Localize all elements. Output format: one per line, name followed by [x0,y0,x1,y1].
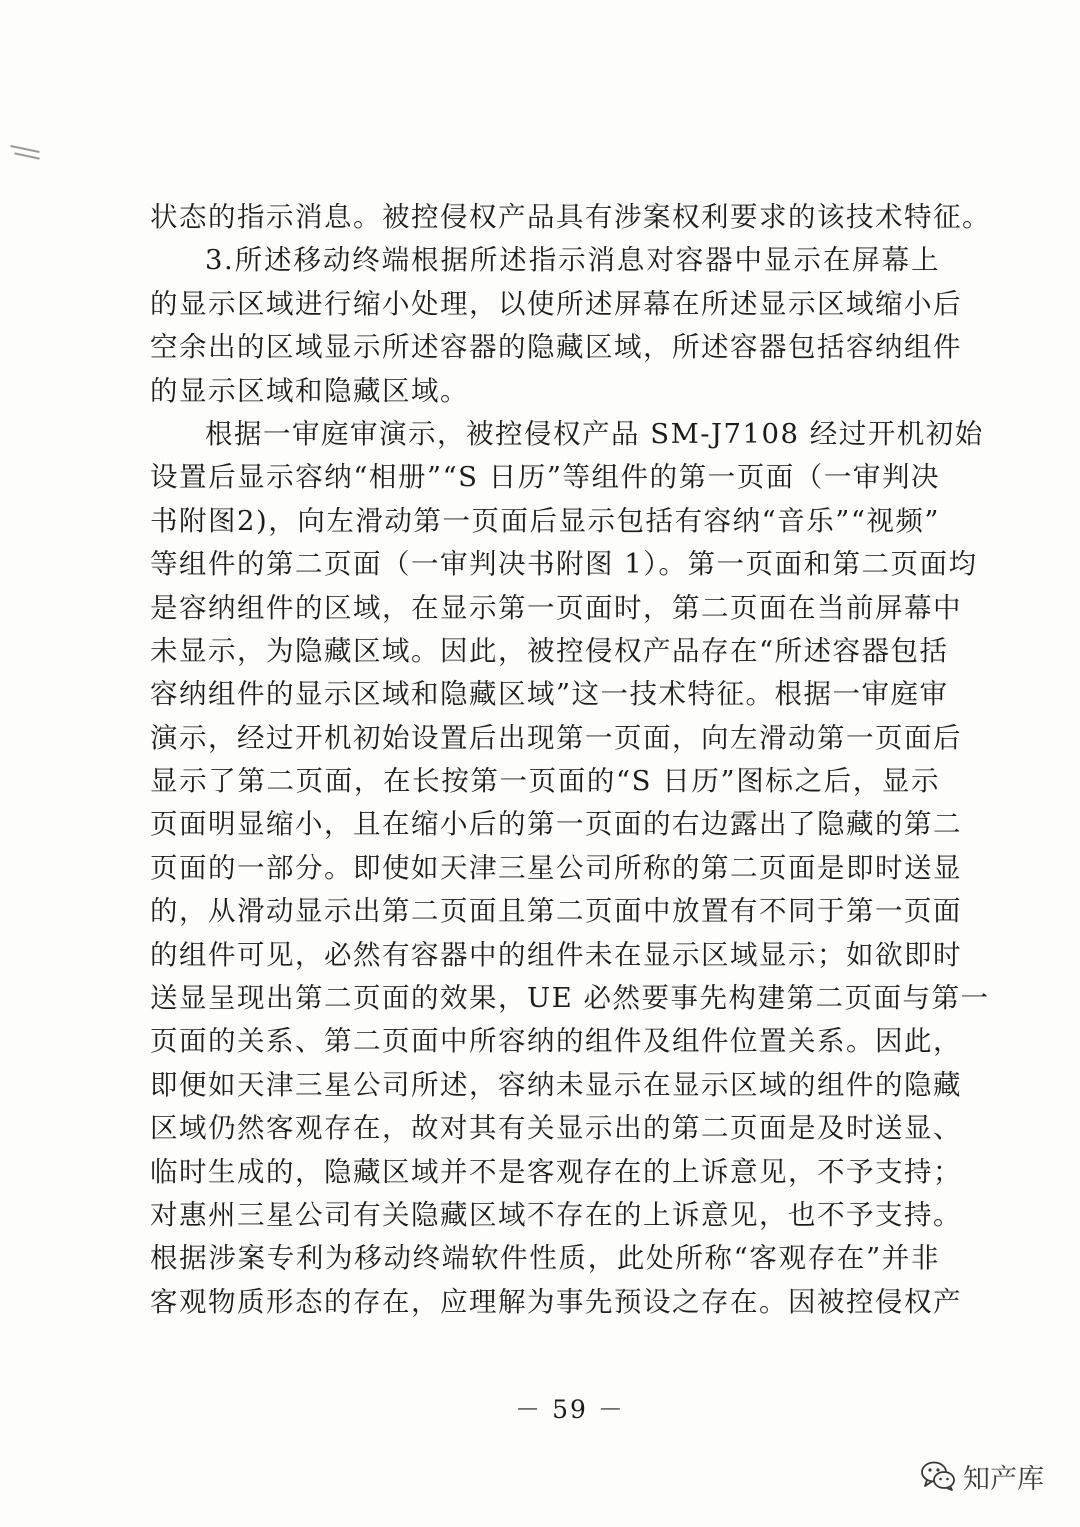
watermark [921,1456,1044,1496]
text-line: 页面明显缩小，且在缩小后的第一页面的右边露出了隐藏的第二 [150,808,962,841]
text-line: 的组件可见，必然有容器中的组件未在显示区域显示；如欲即时 [150,938,962,971]
text-line: 临时生成的，隐藏区域并不是客观存在的上诉意见，不予支持； [150,1155,962,1188]
wechat-icon [921,1461,955,1491]
text-line: 送显呈现出第二页面的效果，UE 必然要事先构建第二页面与第一 [150,982,990,1015]
page-number: － 59 － [515,1395,625,1424]
text-line: 容纳组件的显示区域和隐藏区域”这一技术特征。根据一审庭审 [150,678,949,711]
document-body [150,196,991,1324]
text-line: 的显示区域进行缩小处理，以使所述屏幕在所述显示区域缩小后 [150,287,962,320]
text-line: 页面的关系、第二页面中所容纳的组件及组件位置关系。因此， [150,1025,962,1058]
scan-artifact [10,148,44,162]
text-line: 演示，经过开机初始设置后出现第一页面，向左滑动第一页面后 [150,721,962,754]
text-line: 书附图2)，向左滑动第一页面后显示包括有容纳“音乐”“视频” [150,504,940,537]
text-line: 等组件的第二页面（一审判决书附图 1）。第一页面和第二页面均 [150,548,978,581]
text-line: 状态的指示消息。被控侵权产品具有涉案权利要求的该技术特征。 [150,201,991,233]
text-line: 页面的一部分。即使如天津三星公司所称的第二页面是即时送显 [150,851,962,884]
text-line: 区域仍然客观存在，故对其有关显示出的第二页面是及时送显、 [150,1112,962,1145]
text-line: 是容纳组件的区域，在显示第一页面时，第二页面在当前屏幕中 [150,591,962,624]
text-line: 即便如天津三星公司所述，容纳未显示在显示区域的组件的隐藏 [150,1068,962,1101]
text-line: 空余出的区域显示所述容器的隐藏区域，所述容器包括容纳组件 [150,331,962,364]
text-line: 对惠州三星公司有关隐藏区域不存在的上诉意见，也不予支持。 [150,1198,962,1231]
text-line: 的，从滑动显示出第二页面且第二页面中放置有不同于第一页面 [150,895,962,928]
watermark-text: 知产库 [963,1463,1044,1495]
text-line: 3.所述移动终端根据所述指示消息对容器中显示在屏幕上 [205,244,940,277]
text-line: 客观物质形态的存在，应理解为事先预设之存在。因被控侵权产 [150,1285,962,1318]
text-line: 设置后显示容纳“相册”“S 日历”等组件的第一页面（一审判决 [150,461,940,494]
text-line: 根据一审庭审演示，被控侵权产品 SM-J7108 经过开机初始 [205,417,984,450]
text-line: 未显示，为隐藏区域。因此，被控侵权产品存在“所述容器包括 [150,634,949,667]
text-line: 根据涉案专利为移动终端软件性质，此处所称“客观存在”并非 [150,1242,940,1275]
text-line: 显示了第二页面，在长按第一页面的“S 日历”图标之后，显示 [150,765,940,798]
text-line: 的显示区域和隐藏区域。 [150,374,469,407]
